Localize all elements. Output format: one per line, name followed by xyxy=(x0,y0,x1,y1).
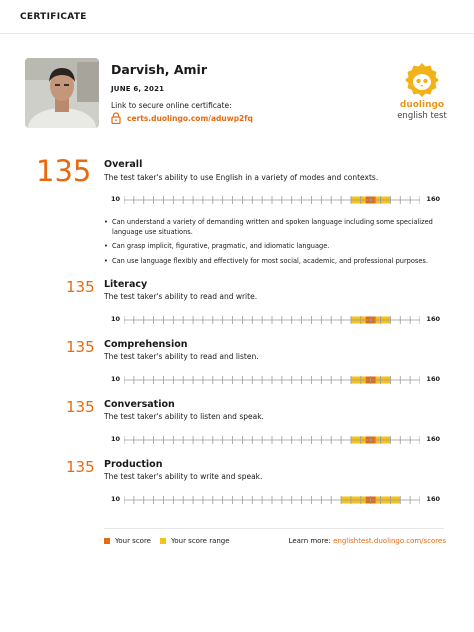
scale-max-label: 160 xyxy=(426,195,440,203)
conversation-description: The test taker's ability to listen and speak. xyxy=(104,412,264,421)
learn-more xyxy=(289,537,446,545)
literacy-score-scale xyxy=(108,314,440,326)
production-score-scale xyxy=(108,494,440,506)
comprehension-score: 135 xyxy=(66,338,95,356)
duolingo-english-test-logo xyxy=(396,62,448,128)
learn-more-link[interactable]: englishtest.duolingo.com/scores xyxy=(333,537,446,545)
legend-score-range xyxy=(160,537,230,545)
scale-max-label: 160 xyxy=(426,495,440,503)
conversation-score: 135 xyxy=(66,398,95,416)
logo-wordmark: duolingo xyxy=(399,100,445,110)
duolingo-seal-icon xyxy=(404,62,440,98)
certificate-header xyxy=(0,0,474,34)
descriptor-item: • Can use language flexibly and effectively for most social, academic, and professional purposes. xyxy=(104,257,444,267)
comprehension-description: The test taker's ability to read and listen. xyxy=(104,352,259,361)
score-swatch xyxy=(104,538,110,544)
legend-your-score xyxy=(104,537,151,545)
header-title: CERTIFICATE xyxy=(20,12,87,22)
scale-max-label: 160 xyxy=(426,315,440,323)
overall-descriptors xyxy=(104,218,444,271)
learn-more-label: Learn more: xyxy=(288,537,331,545)
logo-subtitle: english test xyxy=(397,111,447,121)
overall-title: Overall xyxy=(104,159,143,170)
scale-min-label: 10 xyxy=(111,195,121,203)
conversation-title: Conversation xyxy=(104,399,175,410)
certificate-link[interactable] xyxy=(111,112,253,124)
scale-min-label: 10 xyxy=(111,375,121,383)
comprehension-title: Comprehension xyxy=(104,339,188,350)
conversation-score-scale xyxy=(108,434,440,446)
comprehension-score-scale xyxy=(108,374,440,386)
overall-score-scale xyxy=(108,194,440,206)
descriptor-item: • Can grasp implicit, figurative, pragmatic, and idiomatic language. xyxy=(104,242,444,252)
candidate-photo xyxy=(25,58,99,128)
scale-min-label: 10 xyxy=(111,495,121,503)
literacy-description: The test taker's ability to read and write. xyxy=(104,292,258,301)
descriptor-item: • Can understand a variety of demanding written and spoken language including some specialized language use situations. xyxy=(104,218,444,237)
scale-min-label: 10 xyxy=(111,315,121,323)
scale-min-label: 10 xyxy=(111,435,121,443)
production-score: 135 xyxy=(66,458,95,476)
production-description: The test taker's ability to write and speak. xyxy=(104,472,263,481)
scale-max-label: 160 xyxy=(426,375,440,383)
candidate-name: Darvish, Amir xyxy=(111,62,207,77)
overall-score: 135 xyxy=(36,154,92,188)
overall-description: The test taker's ability to use English in a variety of modes and contexts. xyxy=(104,173,379,182)
scale-max-label: 160 xyxy=(426,435,440,443)
test-date: JUNE 6, 2021 xyxy=(111,85,165,93)
legend-range-label: Your score range xyxy=(171,537,230,545)
certificate-url[interactable]: certs.duolingo.com/aduwp2fq xyxy=(127,113,253,123)
lock-icon xyxy=(111,112,121,124)
production-title: Production xyxy=(104,459,163,470)
range-swatch xyxy=(160,538,166,544)
literacy-title: Literacy xyxy=(104,279,148,290)
literacy-score: 135 xyxy=(66,278,95,296)
certificate-link-label: Link to secure online certificate: xyxy=(111,101,232,110)
legend-score-label: Your score xyxy=(115,537,151,545)
footer-divider xyxy=(104,528,444,529)
